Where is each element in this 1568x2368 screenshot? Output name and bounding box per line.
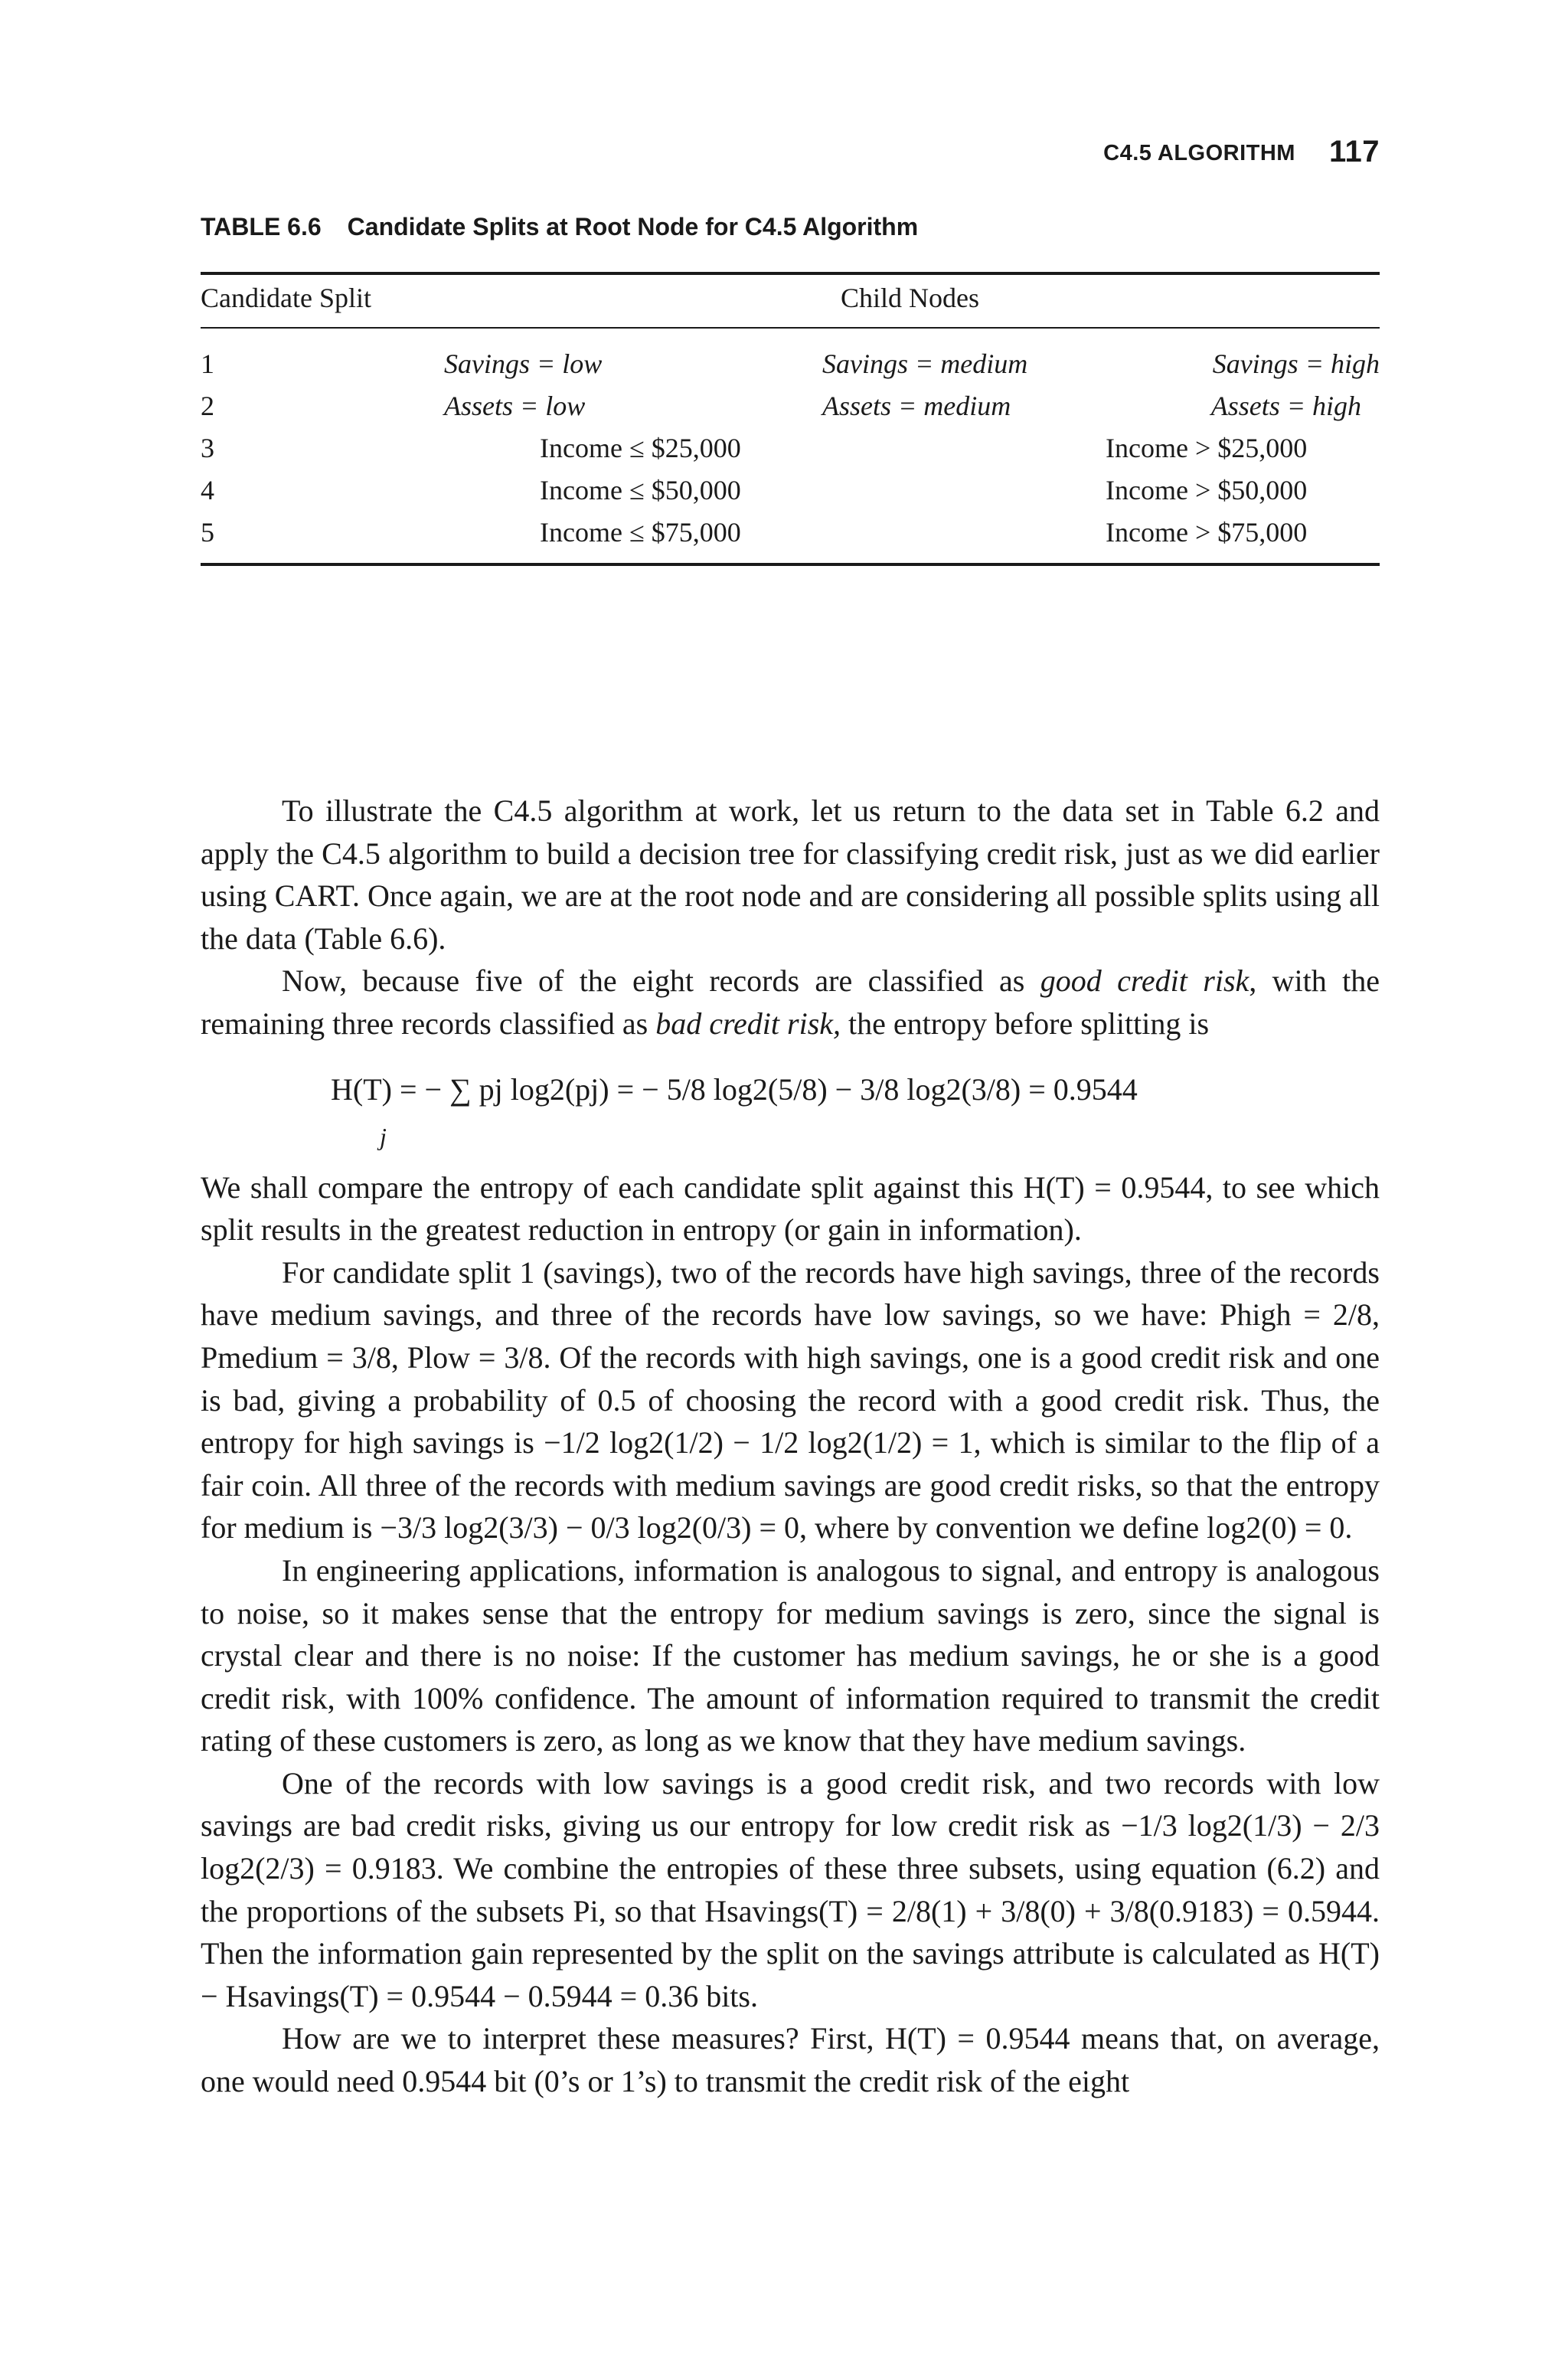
table-caption	[201, 213, 918, 241]
running-head	[1103, 133, 1380, 168]
row-number: 5	[201, 517, 214, 548]
body-text	[201, 790, 1380, 2103]
summation-index: j	[380, 1122, 387, 1150]
child-node: Income ≤ $50,000	[540, 475, 741, 505]
row-number: 4	[201, 475, 214, 505]
section-title: C4.5 ALGORITHM	[1103, 141, 1295, 165]
child-node: Savings = medium	[822, 348, 1028, 379]
child-node: Assets = high	[1210, 391, 1361, 421]
child-node: Income > $25,000	[1106, 433, 1308, 463]
paragraph: Now, because five of the eight records are classified as good credit risk, with the remaining three records classified as bad credit risk, the entropy before splitting is	[201, 963, 1380, 1041]
paragraph: In engineering applications, information is analogous to signal, and entropy is analogous to noise, so it makes sense that the entropy for medium savings is zero, since the signal is crystal clear and there is no noise: If the customer has medium savings, he or she is a good credit risk, with 100% confidence. The amount of information required to transmit the credit rating of these customers is zero, as long as we know that they have medium savings.	[201, 1552, 1380, 1758]
equation-text: H(T) = − ∑ pj log2(pj) = − 5/8 log2(5/8) − 3/8 log2(3/8) = 0.9544	[331, 1071, 1138, 1107]
child-node: Income > $75,000	[1106, 517, 1308, 548]
child-node: Assets = medium	[822, 391, 1011, 421]
table-bottom-rule	[201, 563, 1380, 566]
row-number: 2	[201, 391, 214, 421]
child-node: Savings = low	[444, 348, 603, 379]
paragraph: For candidate split 1 (savings), two of the records have high savings, three of the records have medium savings, and three of the records have low savings, so we have: Phigh = 2/8, Pmedium = 3/8, Plow = 3/8. Of the records with high savings, one is a good credit risk and one is bad, giving a probability of 0.5 of choosing the record with a good credit risk. Thus, the entropy for high savings is −1/2 log2(1/2) − 1/2 log2(1/2) = 1, which is similar to the flip of a fair coin. All three of the records with medium savings are good credit risks, so that the entropy for medium is −3/3 log2(3/3) − 0/3 log2(0/3) = 0, where by convention we define log2(0) = 0.	[201, 1254, 1380, 1545]
child-node: Assets = low	[444, 391, 586, 421]
row-number: 3	[201, 433, 214, 463]
paragraph: How are we to interpret these measures? First, H(T) = 0.9544 means that, on average, one would need 0.9544 bit (0’s or 1’s) to transmit the credit risk of the eight	[201, 2021, 1380, 2099]
table-top-rule	[201, 272, 1380, 275]
child-node: Savings = high	[1212, 348, 1380, 379]
page-number: 117	[1328, 135, 1380, 168]
entropy-equation	[201, 1068, 1380, 1150]
col-header-split: Candidate Split	[201, 283, 371, 313]
child-node: Income ≤ $75,000	[540, 517, 741, 548]
child-node: Income > $50,000	[1106, 475, 1308, 505]
table-header-rule	[201, 327, 1380, 329]
child-node: Income ≤ $25,000	[540, 433, 741, 463]
paragraph: One of the records with low savings is a good credit risk, and two records with low savings are bad credit risks, giving us our entropy for low credit risk as −1/3 log2(1/3) − 2/3 log2(2/3) = 0.9183. We combine the entropies of these three subsets, using equation (6.2) and the proportions of the subsets Pi, so that Hsavings(T) = 2/8(1) + 3/8(0) + 3/8(0.9183) = 0.5944. Then the information gain represented by the split on the savings attribute is calculated as H(T) − Hsavings(T) = 0.9544 − 0.5944 = 0.36 bits.	[201, 1765, 1380, 2013]
row-number: 1	[201, 348, 214, 379]
col-header-children: Child Nodes	[841, 283, 980, 313]
paragraph: We shall compare the entropy of each candidate split against this H(T) = 0.9544, to see which split results in the greatest reduction in entropy (or gain in information).	[201, 1169, 1380, 1248]
paragraph: To illustrate the C4.5 algorithm at work, let us return to the data set in Table 6.2 and apply the C4.5 algorithm to build a decision tree for classifying credit risk, just as we did earlier using CART. Once again, we are at the root node and are considering all possible splits using all the data (Table 6.6).	[201, 793, 1380, 956]
table-label: TABLE 6.6	[201, 213, 322, 240]
table-title: Candidate Splits at Root Node for C4.5 Algorithm	[347, 213, 919, 240]
